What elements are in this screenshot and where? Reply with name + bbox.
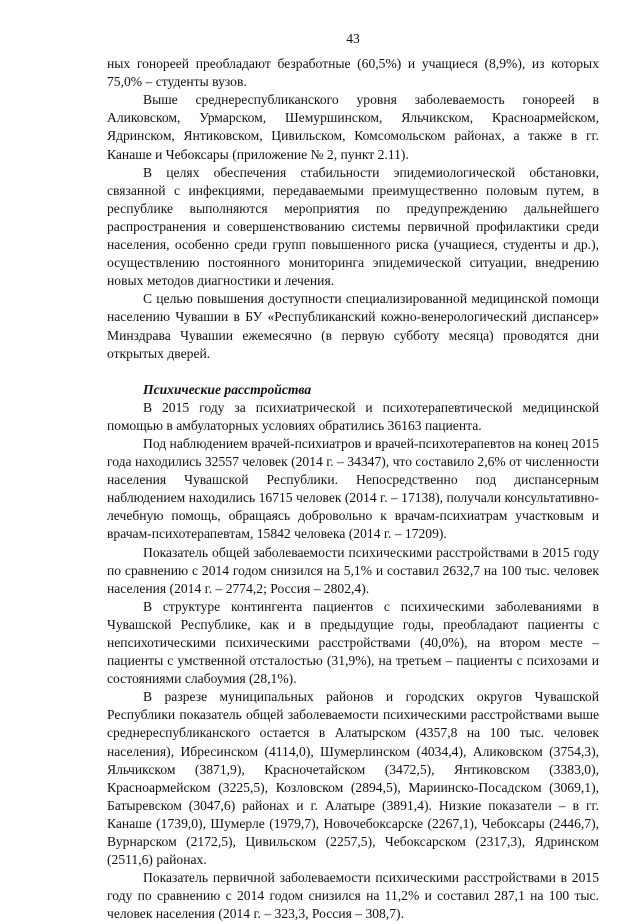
paragraph: Показатель общей заболеваемости психическими расстройствами в 2015 году по сравнению с 2014 годом снизился на 5,1% и составил 2632,7 на 100 тыс. человек населения (2014 г. – 2774,2; Россия – 2802,4).: [107, 544, 599, 596]
paragraph: В целях обеспечения стабильности эпидемиологической обстановки, связанной с инфекциями, передаваемыми преимущественно половым путем, в республике выполняются мероприятия по предупреждению дальнейшего распространения и совершенствованию системы первичной профилактики среди населения, особенно среди групп повышенного риска (учащиеся, студенты и др.), осуществлению постоянного мониторинга эпидемической ситуации, внедрению новых методов диагностики и лечения.: [107, 164, 599, 289]
paragraph: В разрезе муниципальных районов и городских округов Чувашской Республики показатель общей заболеваемости психическими расстройствами выше среднереспубликанского остается в Алатырском (4357,8 на 100 тыс. человек населения), Ибресинском (4114,0), Шумерлинском (4034,4), Аликовском (3754,3), Яльчикском (3871,9), Красночетайском (3472,5), Янтиковском (3383,0), Красноармейском (3225,5), Козловском (2894,5), Мариинско-Посадском (3069,1), Батыревском (3047,6) районах и г. Алатыре (3891,4). Низкие показатели – в гг. Канаше (1739,0), Шумерле (1979,7), Новочебоксарске (2267,1), Чебоксары (2446,7), Вурнарском (2172,5), Цивильском (2257,5), Чебоксарском (2317,3), Ядринском (2511,6) районах.: [107, 689, 599, 868]
paragraph: Выше среднереспубликанского уровня заболеваемость гонореей в Аликовском, Урмарском, Шемуршинском, Яльчикском, Красноармейском, Ядринском, Янтиковском, Цивильском, Комсомольском районах, а также в гг. Канаше и Чебоксары (приложение № 2, пункт 2.11).: [107, 92, 599, 162]
section-spacer: [107, 363, 599, 381]
page-number: 43: [346, 31, 360, 46]
paragraph: Под наблюдением врачей-психиатров и врачей-психотерапевтов на конец 2015 года находились 32557 человек (2014 г. – 34347), что составило 2,6% от численности населения Чувашской Республики. Непосредственно под диспансерным наблюдением находились 16715 человек (2014 г. – 17138), получали консультативно-лечебную помощь, обращаясь добровольно к врачам-психиатрам участковым и врачам-психотерапевтам, 15842 человека (2014 г. – 17209).: [107, 435, 599, 542]
section-heading: Психические расстройства: [143, 381, 312, 397]
paragraph: ных гонореей преобладают безработные (60,5%) и учащиеся (8,9%), из которых 75,0% – студенты вузов.: [107, 56, 599, 90]
paragraph: В 2015 году за психиатрической и психотерапевтической медицинской помощью в амбулаторных условиях обратились 36163 пациента.: [107, 399, 599, 433]
top-section: [107, 55, 599, 363]
document-page: [107, 30, 599, 924]
paragraph: Показатель первичной заболеваемости психическими расстройствами в 2015 году по сравнению с 2014 годом снизился на 11,2% и составил 287,1 на 100 тыс. человек населения (2014 г. – 323,3, Россия – 308,7).: [107, 870, 599, 922]
paragraph: С целью повышения доступности специализированной медицинской помощи населению Чувашии в БУ «Республиканский кожно-венерологический диспансер» Минздрава Чувашии ежемесячно (в первую субботу месяца) проводятся дни открытых дверей.: [107, 291, 599, 361]
mental-disorders-section: [107, 399, 599, 924]
paragraph: В структуре контингента пациентов с психическими заболеваниями в Чувашской Республике, как и в предыдущие годы, преобладают пациенты с непсихотическими психическими расстройствами (40,0%), на втором месте – пациенты с умственной отсталостью (31,9%), на третьем – пациенты с психозами и состояниями слабоумия (28,1%).: [107, 598, 599, 687]
